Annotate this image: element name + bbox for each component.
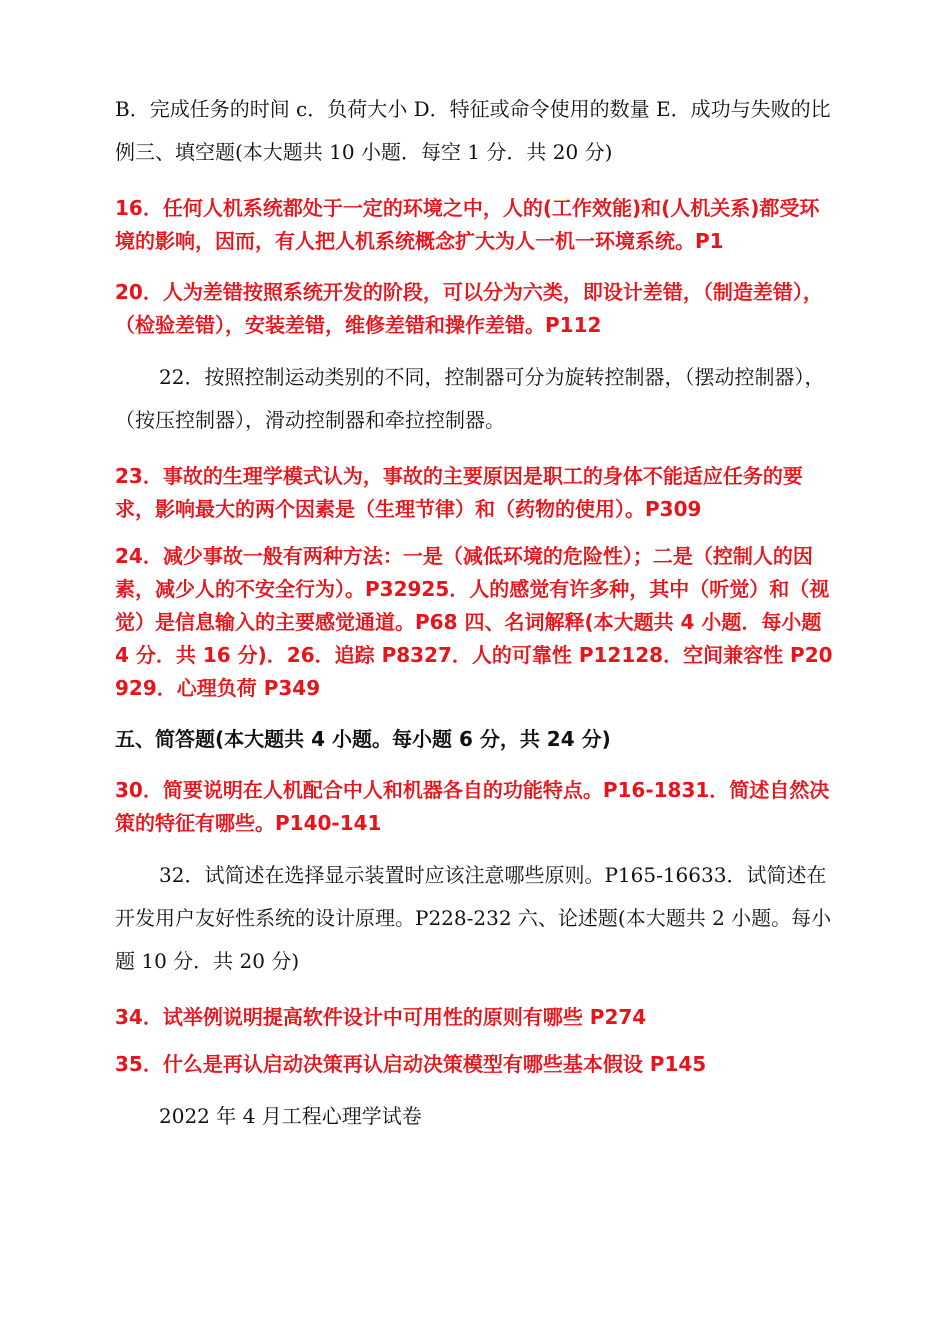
paragraph-q24: 24．减少事故一般有两种方法：一是（减低环境的危险性）；二是（控制人的因素，减少人的不安全行为）。P32925．人的感觉有许多种，其中（听觉）和（视觉）是信息输入的主要感觉通道。P68 四、名词解释(本大题共 4 小题．每小题 4 分．共 16 分)．26．追踪 P8327．人的可靠性 P12128．空间兼容性 P20929．心理负荷 P349 (115, 544, 833, 700)
paragraph-q30: 30．简要说明在人机配合中人和机器各自的功能特点。P16-1831．简述自然决策的特征有哪些。P140-141 (115, 778, 830, 835)
paragraph-q35: 35．什么是再认启动决策再认启动决策模型有哪些基本假设 P145 (115, 1052, 707, 1076)
paragraph-q32: 32．试简述在选择显示装置时应该注意哪些原则。P165-16633．试简述在开发用户友好性系统的设计原理。P228-232 六、论述题(本大题共 2 小题。每小题 10 分．共 20 分) (115, 863, 832, 973)
paragraph-exam-title: 2022 年 4 月工程心理学试卷 (159, 1104, 422, 1128)
paragraph-q16: 16．任何人机系统都处于一定的环境之中，人的(工作效能)和(人机关系)都受环境的影响，因而，有人把人机系统概念扩大为人一机一环境系统。P1 (115, 196, 820, 253)
paragraph-q20: 20．人为差错按照系统开发的阶段，可以分为六类，即设计差错，（制造差错），（检验差错），安装差错，维修差错和操作差错。P112 (115, 280, 823, 337)
paragraph-q22: 22．按照控制运动类别的不同，控制器可分为旋转控制器，（摆动控制器），（按压控制器），滑动控制器和牵拉控制器。 (115, 365, 825, 432)
paragraph-mc-options: B．完成任务的时间 c．负荷大小 D．特征或命令使用的数量 E．成功与失败的比例三、填空题(本大题共 10 小题．每空 1 分．共 20 分) (115, 97, 831, 164)
document-page (115, 88, 835, 1138)
section-heading-short-answer: 五、简答题(本大题共 4 小题。每小题 6 分，共 24 分) (115, 727, 611, 751)
paragraph-q34: 34．试举例说明提高软件设计中可用性的原则有哪些 P274 (115, 1005, 647, 1029)
paragraph-q23: 23．事故的生理学模式认为，事故的主要原因是职工的身体不能适应任务的要求，影响最大的两个因素是（生理节律）和（药物的使用）。P309 (115, 464, 803, 521)
